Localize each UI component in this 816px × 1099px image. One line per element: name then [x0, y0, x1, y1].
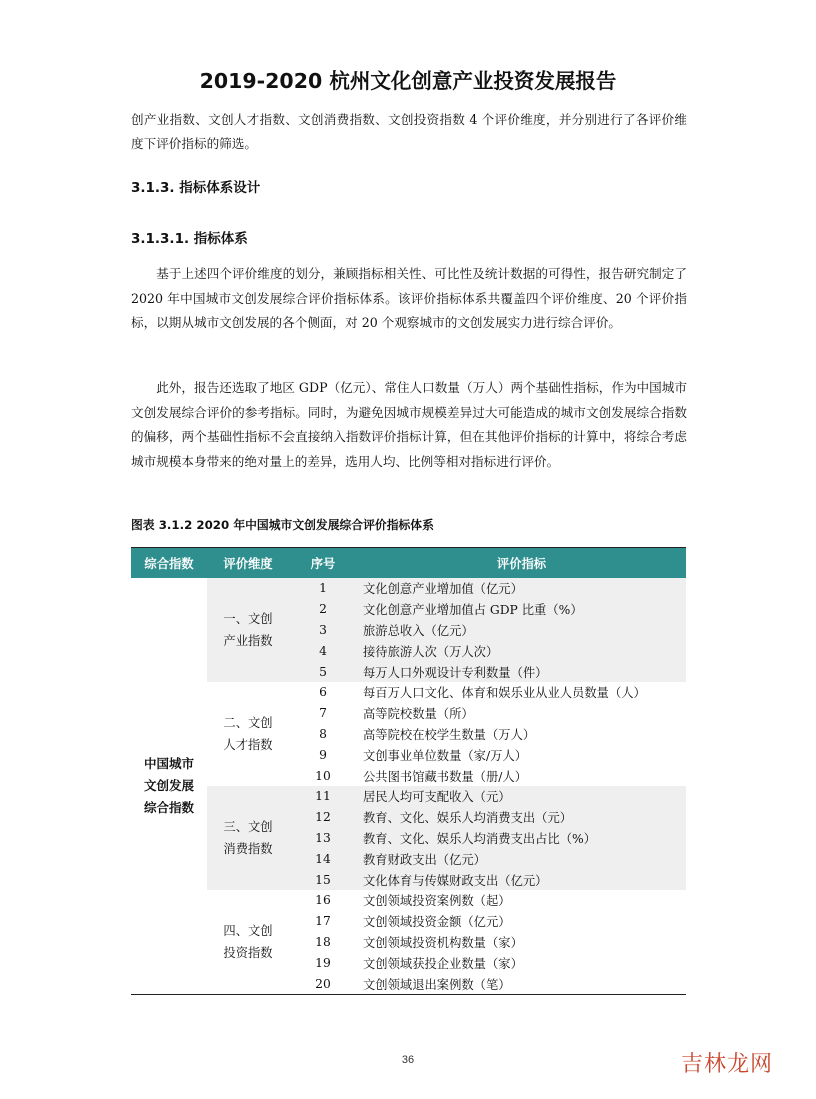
row-number: 12 [289, 807, 357, 828]
row-number: 11 [289, 786, 357, 807]
row-number: 6 [319, 685, 327, 700]
row-number: 15 [289, 869, 357, 890]
dimension-cell [207, 890, 289, 994]
table-caption: 图表 3.1.2 2020 年中国城市文创发展综合评价指标体系 [131, 518, 434, 532]
row-indicator: 教育、文化、娱乐人均消费支出占比（%） [357, 828, 686, 849]
row-indicator: 文化创意产业增加值占 GDP 比重（%） [357, 599, 686, 620]
row-number: 7 [319, 706, 327, 721]
dimension-label-line: 投资指数 [223, 945, 273, 960]
dimension-label-line: 二、文创 [223, 715, 273, 730]
header-composite: 综合指数 [131, 548, 207, 579]
row-number: 2 [289, 599, 357, 620]
dimension-label-line: 产业指数 [223, 633, 273, 648]
page-title: 2019-2020 杭州文化创意产业投资发展报告 [199, 69, 617, 93]
dimension-label-line: 消费指数 [223, 841, 273, 856]
intro-paragraph: 创产业指数、文创人才指数、文创消费指数、文创投资指数 4 个评价维度，并分别进行了各评价维度下评价指标的筛选。 [131, 112, 687, 151]
section-heading-3-1-3-1: 3.1.3.1. 指标体系 [131, 231, 248, 247]
row-indicator: 公共图书馆藏书数量（册/人） [363, 769, 528, 784]
dimension-label-line: 人才指数 [223, 737, 273, 752]
dimension-cell [207, 786, 289, 890]
row-number: 1 [289, 578, 357, 599]
row-indicator: 居民人均可支配收入（元） [357, 786, 686, 807]
row-number: 19 [315, 955, 331, 970]
table-row [131, 786, 686, 807]
row-indicator: 文化体育与传媒财政支出（亿元） [357, 869, 686, 890]
row-number: 14 [289, 848, 357, 869]
row-number: 4 [289, 640, 357, 661]
row-number: 20 [315, 976, 331, 991]
row-indicator: 教育财政支出（亿元） [357, 848, 686, 869]
row-indicator: 旅游总收入（亿元） [357, 620, 686, 641]
row-number: 16 [315, 893, 331, 908]
header-number: 序号 [289, 548, 357, 579]
row-indicator: 文创事业单位数量（家/万人） [363, 748, 528, 763]
row-number: 8 [319, 726, 327, 741]
row-indicator: 文创领域获投企业数量（家） [363, 956, 523, 971]
site-watermark: 吉林龙网 [681, 1052, 774, 1077]
indicator-table [131, 547, 686, 995]
row-indicator: 文创领域退出案例数（笔） [363, 977, 511, 992]
table-row [131, 578, 686, 599]
row-indicator: 文创领域投资机构数量（家） [363, 935, 523, 950]
dimension-cell [207, 682, 289, 786]
row-indicator: 文创领域投资案例数（起） [363, 894, 511, 909]
row-indicator: 每万人口外观设计专利数量（件） [357, 661, 686, 682]
dimension-label-line: 一、文创 [223, 611, 273, 626]
dimension-cell [207, 578, 289, 682]
row-indicator: 高等院校在校学生数量（万人） [363, 727, 536, 742]
body-paragraph-2: 此外，报告还选取了地区 GDP（亿元）、常住人口数量（万人）两个基础性指标，作为中国城市文创发展综合评价的参考指标。同时，为避免因城市规模差异过大可能造成的城市文创发展综合指数的偏移，两个基础性指标不会直接纳入指数评价指标计算，但在其他评价指标的计算中，将综合考虑城市规模本身带来的绝对量上的差异，选用人均、比例等相对指标进行评价。 [131, 380, 687, 469]
row-indicator: 每百万人口文化、体育和娱乐业从业人员数量（人） [363, 686, 646, 701]
body-paragraph-1: 基于上述四个评价维度的划分，兼顾指标相关性、可比性及统计数据的可得性，报告研究制定了 2020 年中国城市文创发展综合评价指标体系。该评价指标体系共覆盖四个评价维度、20 个评价指标，以期从城市文创发展的各个侧面，对 20 个观察城市的文创发展实力进行综合评价。 [131, 266, 687, 330]
row-indicator: 教育、文化、娱乐人均消费支出（元） [357, 807, 686, 828]
dimension-label-line: 四、文创 [223, 923, 273, 938]
table-row [131, 682, 686, 703]
composite-label-line: 中国城市 [143, 755, 194, 771]
row-number: 13 [289, 828, 357, 849]
composite-label-line: 综合指数 [143, 799, 194, 815]
header-indicator: 评价指标 [357, 548, 686, 579]
row-number: 5 [289, 661, 357, 682]
section-heading-3-1-3: 3.1.3. 指标体系设计 [131, 180, 261, 196]
dimension-label-line: 三、文创 [223, 819, 273, 834]
row-number: 9 [319, 747, 327, 762]
row-number: 18 [315, 934, 331, 949]
header-dimension: 评价维度 [207, 548, 289, 579]
table-header-row [131, 548, 686, 579]
row-indicator: 接待旅游人次（万人次） [357, 640, 686, 661]
composite-label-line: 文创发展 [143, 777, 194, 793]
table-row [131, 890, 686, 911]
row-number: 10 [315, 768, 331, 783]
composite-index-cell [131, 578, 207, 994]
page-number: 36 [401, 1054, 415, 1066]
row-indicator: 文创领域投资金额（亿元） [363, 915, 511, 930]
row-indicator: 文化创意产业增加值（亿元） [357, 578, 686, 599]
row-indicator: 高等院校数量（所） [363, 707, 474, 722]
row-number: 17 [315, 914, 331, 929]
row-number: 3 [289, 620, 357, 641]
